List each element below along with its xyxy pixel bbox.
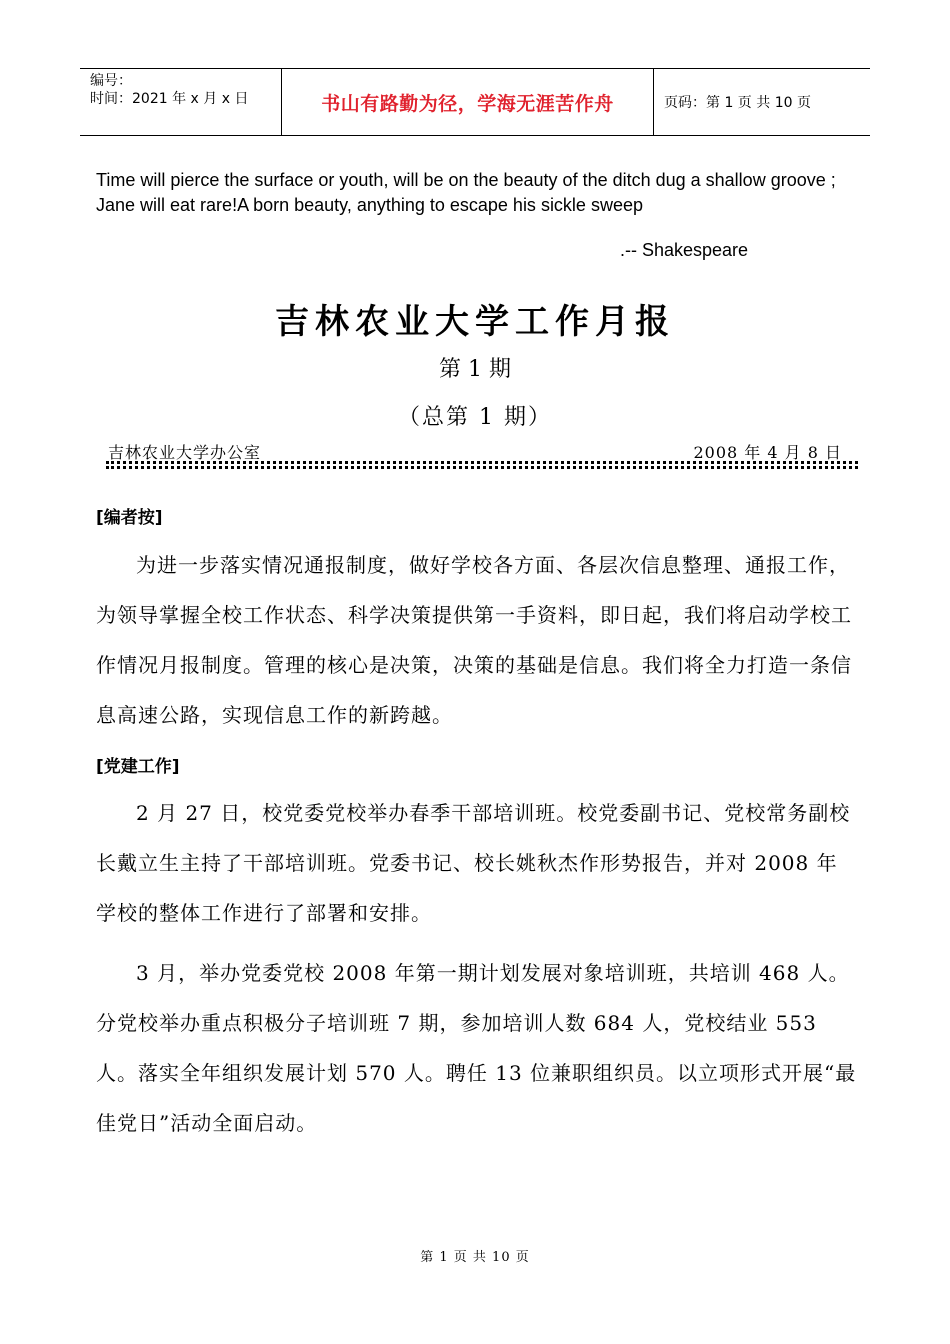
quote-text: Time will pierce the surface or youth, will be on the beauty of the ditch dug a shallow groove ; Jane will eat rare!A born beauty, anything to escape his sickle sweep: [96, 170, 836, 215]
editor-note-paragraph: 为进一步落实情况通报制度，做好学校各方面、各层次信息整理、通报工作，为领导掌握全校工作状态、科学决策提供第一手资料，即日起，我们将启动学校工作情况月报制度。管理的核心是决策，决策的基础是信息。我们将全力打造一条信息高速公路，实现信息工作的新跨越。: [96, 553, 852, 727]
page-title: 吉林农业大学工作月报: [275, 302, 675, 342]
header-table: [80, 68, 870, 136]
party-work-paragraph-2: 3 月，举办党委党校 2008 年第一期计划发展对象培训班，共培训 468 人。分党校举办重点积极分子培训班 7 期，参加培训人数 684 人，党校结业 553 人。落实全年组织发展计划 570 人。聘任 13 位兼职组织员。以立项形式开展“最佳党日”活动全面启动。: [96, 961, 857, 1135]
page-footer: 第 1 页 共 10 页: [420, 1250, 530, 1265]
number-label: 编号：: [90, 73, 132, 89]
editor-note-heading: [编者按]: [96, 508, 163, 528]
issuing-office: 吉林农业大学办公室: [108, 443, 262, 462]
issue-number: 第 1 期: [439, 357, 511, 382]
party-work-paragraph-1: 2 月 27 日，校党委党校举办春季干部培训班。校党委副书记、党校常务副校长戴立生主持了干部培训班。党委书记、校长姚秋杰作形势报告，并对 2008 年学校的整体工作进行了部署和安排。: [96, 801, 851, 925]
issue-date: 2008 年 4 月 8 日: [693, 443, 842, 462]
total-issue-number: （总第 1 期）: [398, 405, 552, 430]
dotted-divider: [106, 461, 858, 469]
party-work-heading: [党建工作]: [96, 757, 180, 777]
page-info: 页码：第 1 页 共 10 页: [664, 95, 811, 111]
motto: 书山有路勤为径，学海无涯苦作舟: [282, 69, 654, 135]
time-label: 时间：2021 年 x 月 x 日: [90, 91, 249, 107]
header-left-cell: [80, 69, 282, 135]
quote-author: .-- Shakespeare: [620, 240, 749, 260]
